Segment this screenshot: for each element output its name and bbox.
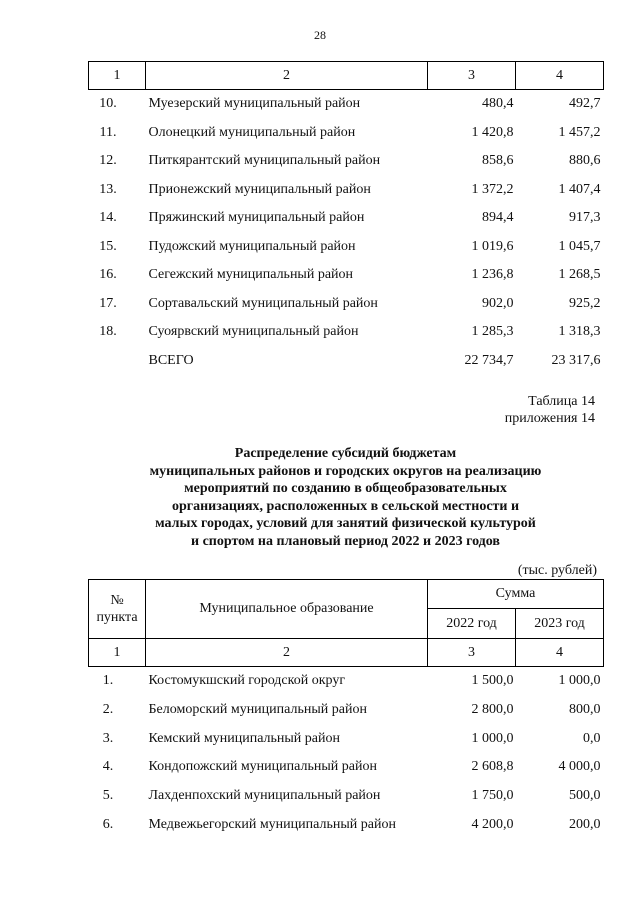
table-row <box>89 753 604 782</box>
table-header-row <box>89 62 604 90</box>
row-value-2: 1 318,3 <box>558 324 601 340</box>
table-row <box>89 318 604 347</box>
caption-line: Таблица 14 <box>528 394 595 409</box>
row-number: 14. <box>99 210 117 226</box>
row-value-1: 1 236,8 <box>471 267 514 283</box>
header-text: № <box>110 593 124 608</box>
row-number: 6. <box>102 816 114 832</box>
row-value-1: 1 420,8 <box>471 124 514 140</box>
table-caption <box>505 393 595 427</box>
row-name: Муезерский муниципальный район <box>148 96 361 112</box>
table-continuation <box>88 61 604 375</box>
row-value-2: 1 457,2 <box>558 124 601 140</box>
table-row <box>89 90 604 119</box>
table-row <box>89 810 604 839</box>
row-name: Лахденпохский муниципальный район <box>148 788 381 804</box>
header-number-cell <box>89 580 146 639</box>
header-cell: 2 <box>146 62 428 90</box>
row-value-2: 1 268,5 <box>558 267 601 283</box>
total-label: ВСЕГО <box>148 352 194 368</box>
row-number: 18. <box>99 324 117 340</box>
row-name: Пряжинский муниципальный район <box>148 210 365 226</box>
row-value-1: 1 750,0 <box>471 788 514 804</box>
table-row <box>89 204 604 233</box>
subsidy-table <box>88 579 604 839</box>
row-name: Суоярвский муниципальный район <box>148 324 359 340</box>
row-name: Питкярантский муниципальный район <box>148 153 381 169</box>
header-cell: 4 <box>516 639 604 667</box>
row-name: Олонецкий муниципальный район <box>148 124 356 140</box>
row-number: 5. <box>102 788 114 804</box>
row-number: 4. <box>102 759 114 775</box>
header-sum-cell: Сумма <box>428 580 604 609</box>
row-value-2: 1 045,7 <box>558 238 601 254</box>
table-row <box>89 724 604 753</box>
table-row <box>89 176 604 205</box>
total-value-2: 23 317,6 <box>551 352 601 368</box>
row-number: 1. <box>102 673 114 689</box>
header-cell: 2 <box>146 639 428 667</box>
header-cell: 1 <box>89 639 146 667</box>
row-value-1: 1 372,2 <box>471 181 514 197</box>
row-value-1: 1 500,0 <box>471 673 514 689</box>
row-number: 17. <box>99 295 117 311</box>
header-year-cell: 2023 год <box>516 609 604 639</box>
row-number: 16. <box>99 267 117 283</box>
row-value-2: 200,0 <box>569 816 601 832</box>
row-value-1: 858,6 <box>482 153 514 169</box>
row-value-1: 2 800,0 <box>471 702 514 718</box>
row-value-2: 500,0 <box>569 788 601 804</box>
row-value-1: 480,4 <box>482 96 514 112</box>
row-number: 11. <box>99 124 117 140</box>
row-number: 2. <box>102 702 114 718</box>
row-value-1: 1 000,0 <box>471 730 514 746</box>
row-value-2: 925,2 <box>569 295 601 311</box>
row-name: Прионежский муниципальный район <box>148 181 371 197</box>
title-line: организациях, расположенных в сельской местности и <box>171 498 520 514</box>
page-number: 28 <box>314 28 326 42</box>
table-row <box>89 667 604 696</box>
row-number: 13. <box>99 181 117 197</box>
row-value-1: 894,4 <box>482 210 514 226</box>
total-value-1: 22 734,7 <box>464 352 514 368</box>
row-name: Пудожский муниципальный район <box>148 238 356 254</box>
row-value-2: 917,3 <box>569 210 601 226</box>
header-year-cell: 2022 год <box>428 609 516 639</box>
total-row <box>89 347 604 376</box>
header-name-cell: Муниципальное образование <box>146 580 428 639</box>
table-row <box>89 233 604 262</box>
row-number: 3. <box>102 730 114 746</box>
header-cell: 1 <box>89 62 146 90</box>
title-line: и спортом на плановый период 2022 и 2023 годов <box>191 533 500 549</box>
row-name: Сегежский муниципальный район <box>148 267 354 283</box>
row-value-1: 1 019,6 <box>471 238 514 254</box>
row-value-2: 0,0 <box>583 730 601 746</box>
table-row <box>89 696 604 725</box>
row-value-2: 1 407,4 <box>558 181 601 197</box>
row-number: 12. <box>99 153 117 169</box>
row-name: Сортавальский муниципальный район <box>148 295 378 311</box>
row-value-1: 902,0 <box>482 295 514 311</box>
row-value-2: 492,7 <box>569 96 601 112</box>
row-number <box>89 347 146 376</box>
caption-line: приложения 14 <box>504 411 595 426</box>
row-value-1: 2 608,8 <box>471 759 514 775</box>
table-header-row <box>89 580 604 609</box>
row-name: Беломорский муниципальный район <box>148 702 367 718</box>
table-row <box>89 119 604 148</box>
row-value-2: 880,6 <box>569 153 601 169</box>
table-row <box>89 782 604 811</box>
row-value-2: 1 000,0 <box>558 673 601 689</box>
table-row <box>89 147 604 176</box>
title-line: муниципальных районов и городских округов на реализацию <box>149 463 542 479</box>
row-value-1: 1 285,3 <box>471 324 514 340</box>
row-value-2: 4 000,0 <box>558 759 601 775</box>
row-name: Медвежьегорский муниципальный район <box>148 816 396 832</box>
row-value-2: 800,0 <box>569 702 601 718</box>
units-label: (тыс. рублей) <box>517 563 597 578</box>
table-row <box>89 290 604 319</box>
header-cell: 4 <box>516 62 604 90</box>
header-cell: 3 <box>428 62 516 90</box>
row-name: Кемский муниципальный район <box>148 730 340 746</box>
table-numbering-row <box>89 639 604 667</box>
table-title <box>88 445 603 550</box>
title-line: Распределение субсидий бюджетам <box>234 446 457 461</box>
row-name: Кондопожский муниципальный район <box>148 759 377 775</box>
row-value-1: 4 200,0 <box>471 816 514 832</box>
title-line: мероприятий по созданию в общеобразовательных <box>184 481 507 496</box>
header-text: пункта <box>96 610 138 625</box>
table-row <box>89 261 604 290</box>
row-number: 10. <box>99 96 117 112</box>
row-name: Костомукшский городской округ <box>148 673 346 689</box>
row-number: 15. <box>99 238 117 254</box>
title-line: малых городах, условий для занятий физической культурой <box>155 516 536 531</box>
header-cell: 3 <box>428 639 516 667</box>
